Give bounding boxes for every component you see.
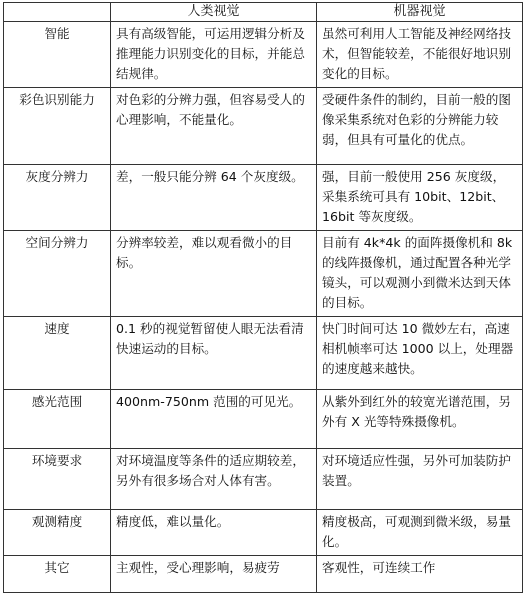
- table-row: [4, 231, 523, 317]
- row-label: 环境要求: [4, 449, 111, 510]
- row-label: 速度: [4, 317, 111, 390]
- machine-cell: 从紫外到红外的较宽光谱范围，另外有 X 光等特殊摄像机。: [317, 390, 523, 449]
- human-cell: 对色彩的分辨力强，但容易受人的心理影响，不能量化。: [111, 88, 317, 165]
- row-label: 灰度分辨力: [4, 165, 111, 231]
- machine-cell: 目前有 4k*4k 的面阵摄像机和 8k 的线阵摄像机，通过配置各种光学镜头，可以观测小到微米达到天体的目标。: [317, 231, 523, 317]
- human-cell: 主观性，受心理影响，易疲劳: [111, 556, 317, 593]
- header-machine-vision: 机器视觉: [317, 3, 523, 22]
- table-row: [4, 390, 523, 449]
- table-row: [4, 88, 523, 165]
- table-row: [4, 22, 523, 88]
- machine-cell: 受硬件条件的制约，目前一般的图像采集系统对色彩的分辨能力较弱，但具有可量化的优点。: [317, 88, 523, 165]
- human-cell: 分辨率较差，难以观看微小的目标。: [111, 231, 317, 317]
- machine-cell: 强，目前一般使用 256 灰度级，采集系统可具有 10bit、12bit、16bit 等灰度级。: [317, 165, 523, 231]
- human-cell: 精度低，难以量化。: [111, 510, 317, 556]
- row-label: 观测精度: [4, 510, 111, 556]
- row-label: 彩色识别能力: [4, 88, 111, 165]
- machine-cell: 快门时间可达 10 微妙左右，高速相机帧率可达 1000 以上，处理器的速度越来越快。: [317, 317, 523, 390]
- row-label: 其它: [4, 556, 111, 593]
- machine-cell: 精度极高，可观测到微米级，易量化。: [317, 510, 523, 556]
- machine-cell: 虽然可利用人工智能及神经网络技术，但智能较差，不能很好地识别变化的目标。: [317, 22, 523, 88]
- header-empty: [4, 3, 111, 22]
- human-cell: 对环境温度等条件的适应期较差，另外有很多场合对人体有害。: [111, 449, 317, 510]
- table-row: [4, 165, 523, 231]
- human-cell: 差，一般只能分辨 64 个灰度级。: [111, 165, 317, 231]
- human-cell: 0.1 秒的视觉暂留使人眼无法看清快速运动的目标。: [111, 317, 317, 390]
- human-cell: 400nm-750nm 范围的可见光。: [111, 390, 317, 449]
- row-label: 智能: [4, 22, 111, 88]
- table-row: [4, 449, 523, 510]
- machine-cell: 客观性，可连续工作: [317, 556, 523, 593]
- machine-cell: 对环境适应性强，另外可加装防护装置。: [317, 449, 523, 510]
- table-row: [4, 317, 523, 390]
- header-human-vision: 人类视觉: [111, 3, 317, 22]
- header-row: [4, 3, 523, 22]
- human-cell: 具有高级智能，可运用逻辑分析及推理能力识别变化的目标，并能总结规律。: [111, 22, 317, 88]
- table-row: [4, 510, 523, 556]
- row-label: 感光范围: [4, 390, 111, 449]
- row-label: 空间分辨力: [4, 231, 111, 317]
- comparison-table: [3, 2, 523, 593]
- table-row: [4, 556, 523, 593]
